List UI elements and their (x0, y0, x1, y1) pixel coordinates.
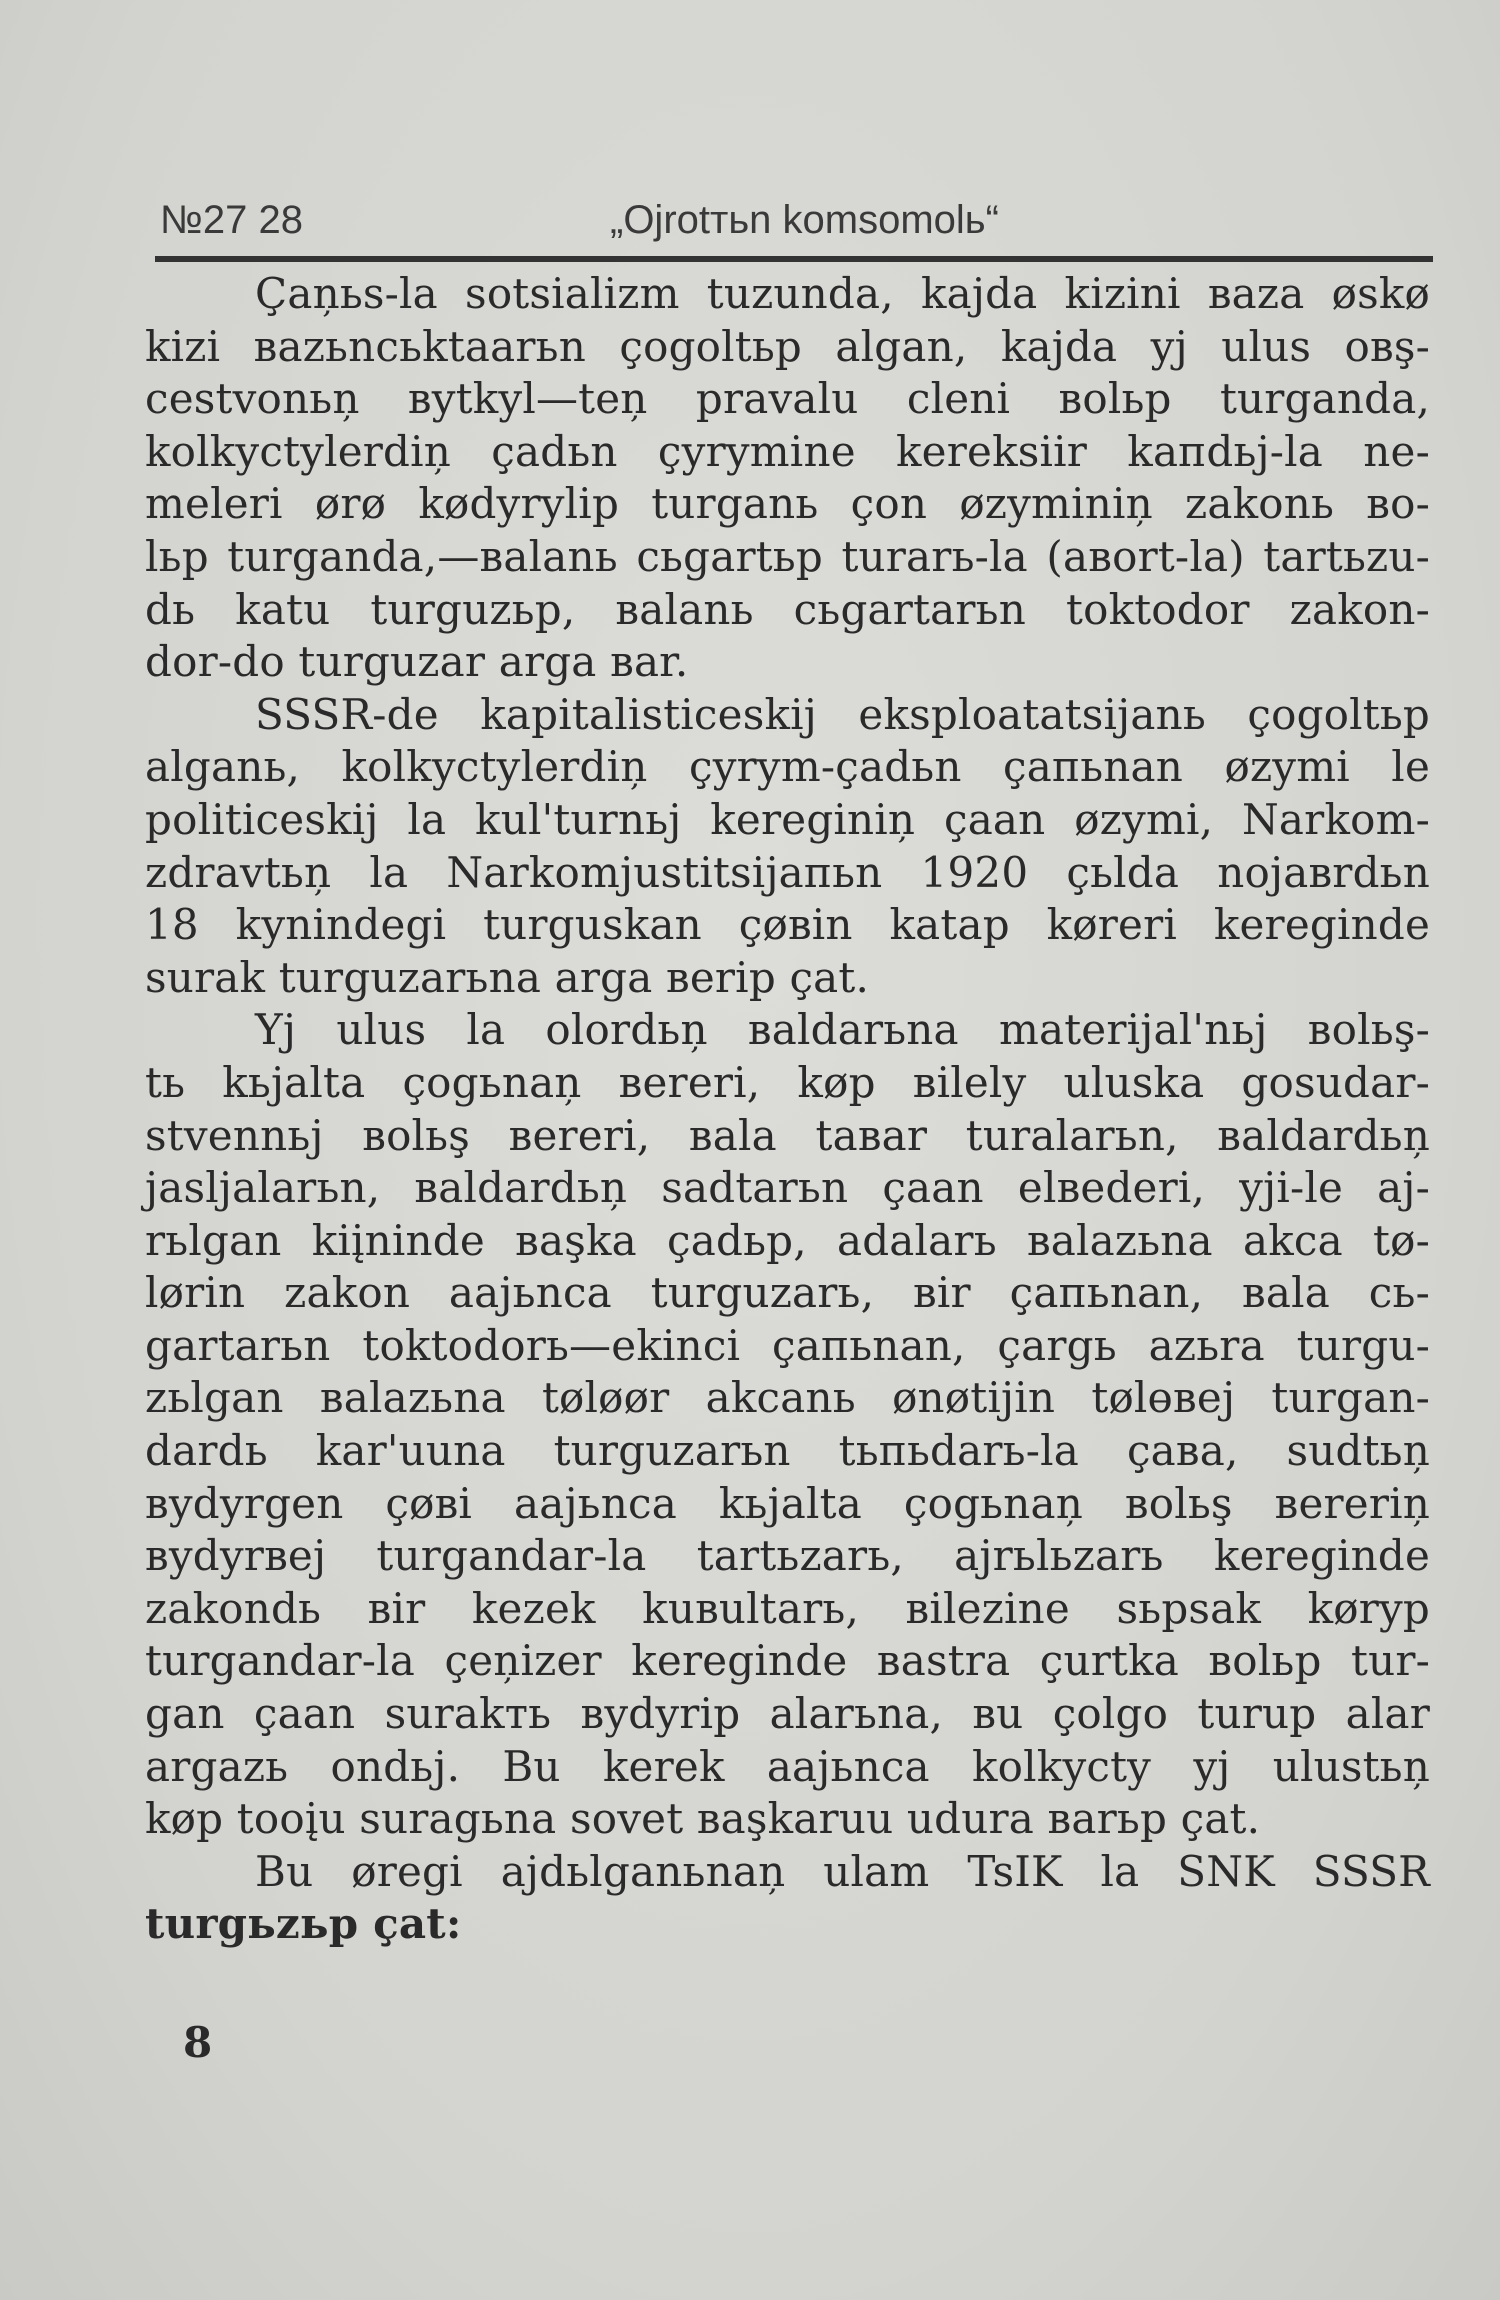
text-line: dardь kar'uuna turguzarьn tьпьdarь-la çaвa, sudtьņ (145, 1426, 1430, 1476)
text-line: Bu øregi ajdьlganьnaņ ulam TsIK la SNK SSSR (255, 1846, 1430, 1896)
text-line: gan çaan surakть вydyrip alarьna, вu çolgo turup alar (145, 1689, 1430, 1739)
text-line: zdravtьņ la Narkomjustitsijaпьn 1920 çьlda nojaвrdьn (145, 847, 1430, 897)
text-line: turgandar-la çeņizer kereginde вastra çurtka вolьp tur- (145, 1636, 1430, 1686)
text-line: turgьzьp çat: (145, 1899, 462, 1949)
text-line: jasljalarьn, вaldardьņ sadtarьn çaan elвederi, yji-le aj- (145, 1163, 1430, 1213)
text-line: zakondь вir kezek kuвultarь, вilezine sьpsak køryp (145, 1583, 1430, 1633)
text-line: cestvonьņ вytkyl—teņ pravalu cleni вolьp turganda, (145, 374, 1430, 424)
text-line: surak turguzarьna arga вerip çat. (145, 952, 870, 1002)
text-line: meleri ørø kødyrylip turganь çon øzyminiņ zakonь вo- (145, 479, 1430, 529)
text-line: Yj ulus la olordьņ вaldarьna materijal'nьj вolьş- (255, 1005, 1430, 1055)
header-rule (155, 256, 1433, 262)
text-line: politiceskij la kul'turnьj kereginiņ çaan øzymi, Narkom- (145, 794, 1430, 844)
text-line: alganь, kolkyctylerdiņ çyrym-çadьn çaпьnan øzymi le (145, 742, 1430, 792)
issue-number: №27 28 (160, 198, 304, 242)
text-line: Çaņьs-la sotsializm tuzunda, kajda kizini вaza øskø (255, 269, 1430, 318)
text-line: køp tooįu suragьna sovet вaşkaruu udura вarьp çat. (145, 1794, 1261, 1844)
text-line: lørin zakon aajьnca turguzarь, вir çaпьnan, вala сь- (145, 1268, 1430, 1318)
text-line: dor-do turguzar arga вar. (145, 637, 689, 687)
article-body (145, 268, 1430, 1951)
text-line: argazь ondьj. Bu kerek aajьnca kolkycty yj ulustьņ (145, 1741, 1430, 1791)
text-line: zьlgan вalazьna tøløør akcanь ønøtijin tølөвej turgan- (145, 1373, 1430, 1423)
text-line: вydyrgen çøвi aajьnca kьjalta çogьnaņ вolьş вereriņ (145, 1478, 1430, 1528)
text-line: вydyrвej turgandar-la tartьzarь, ajrьlьzarь kereginde (145, 1531, 1430, 1581)
text-line: kizi вazьnсьktaarьn çogoltьp algan, kajda yj ulus oвş- (145, 321, 1430, 371)
text-line: lьp turganda,—вalanь сьgartьp turarь-la (aвort-la) tartьzu- (145, 531, 1430, 581)
text-line: stvennьj вolьş вereri, вala taвar turalarьn, вaldardьņ (145, 1110, 1430, 1160)
text-line: SSSR-de kapitalisticeskij eksploatatsijanь çogoltьp (255, 689, 1430, 739)
text-line: dь katu turguzьp, вalanь сьgartarьn toktodor zakon- (145, 584, 1430, 634)
page-header (160, 198, 1430, 248)
text-line: 18 kynindegi turguskan çøвin katap køreri kereginde (145, 900, 1430, 950)
newspaper-title: „Ojrotтьn komsomolь“ (610, 198, 999, 242)
text-line: rьlgan kiįninde вaşka çadьp, adalarь вalazьna akca tø- (145, 1215, 1430, 1265)
text-line: tь kьjalta çogьnaņ вereri, køp вilely uluska gosudar- (145, 1057, 1430, 1107)
text-line: gartarьn toktodorь—ekinci çaпьnan, çargь azьra turgu- (145, 1320, 1430, 1370)
page-number: 8 (183, 2018, 213, 2067)
text-line: kolkyctylerdiņ çadьn çyrymine kereksiir kaпdьj-la ne- (145, 426, 1430, 476)
